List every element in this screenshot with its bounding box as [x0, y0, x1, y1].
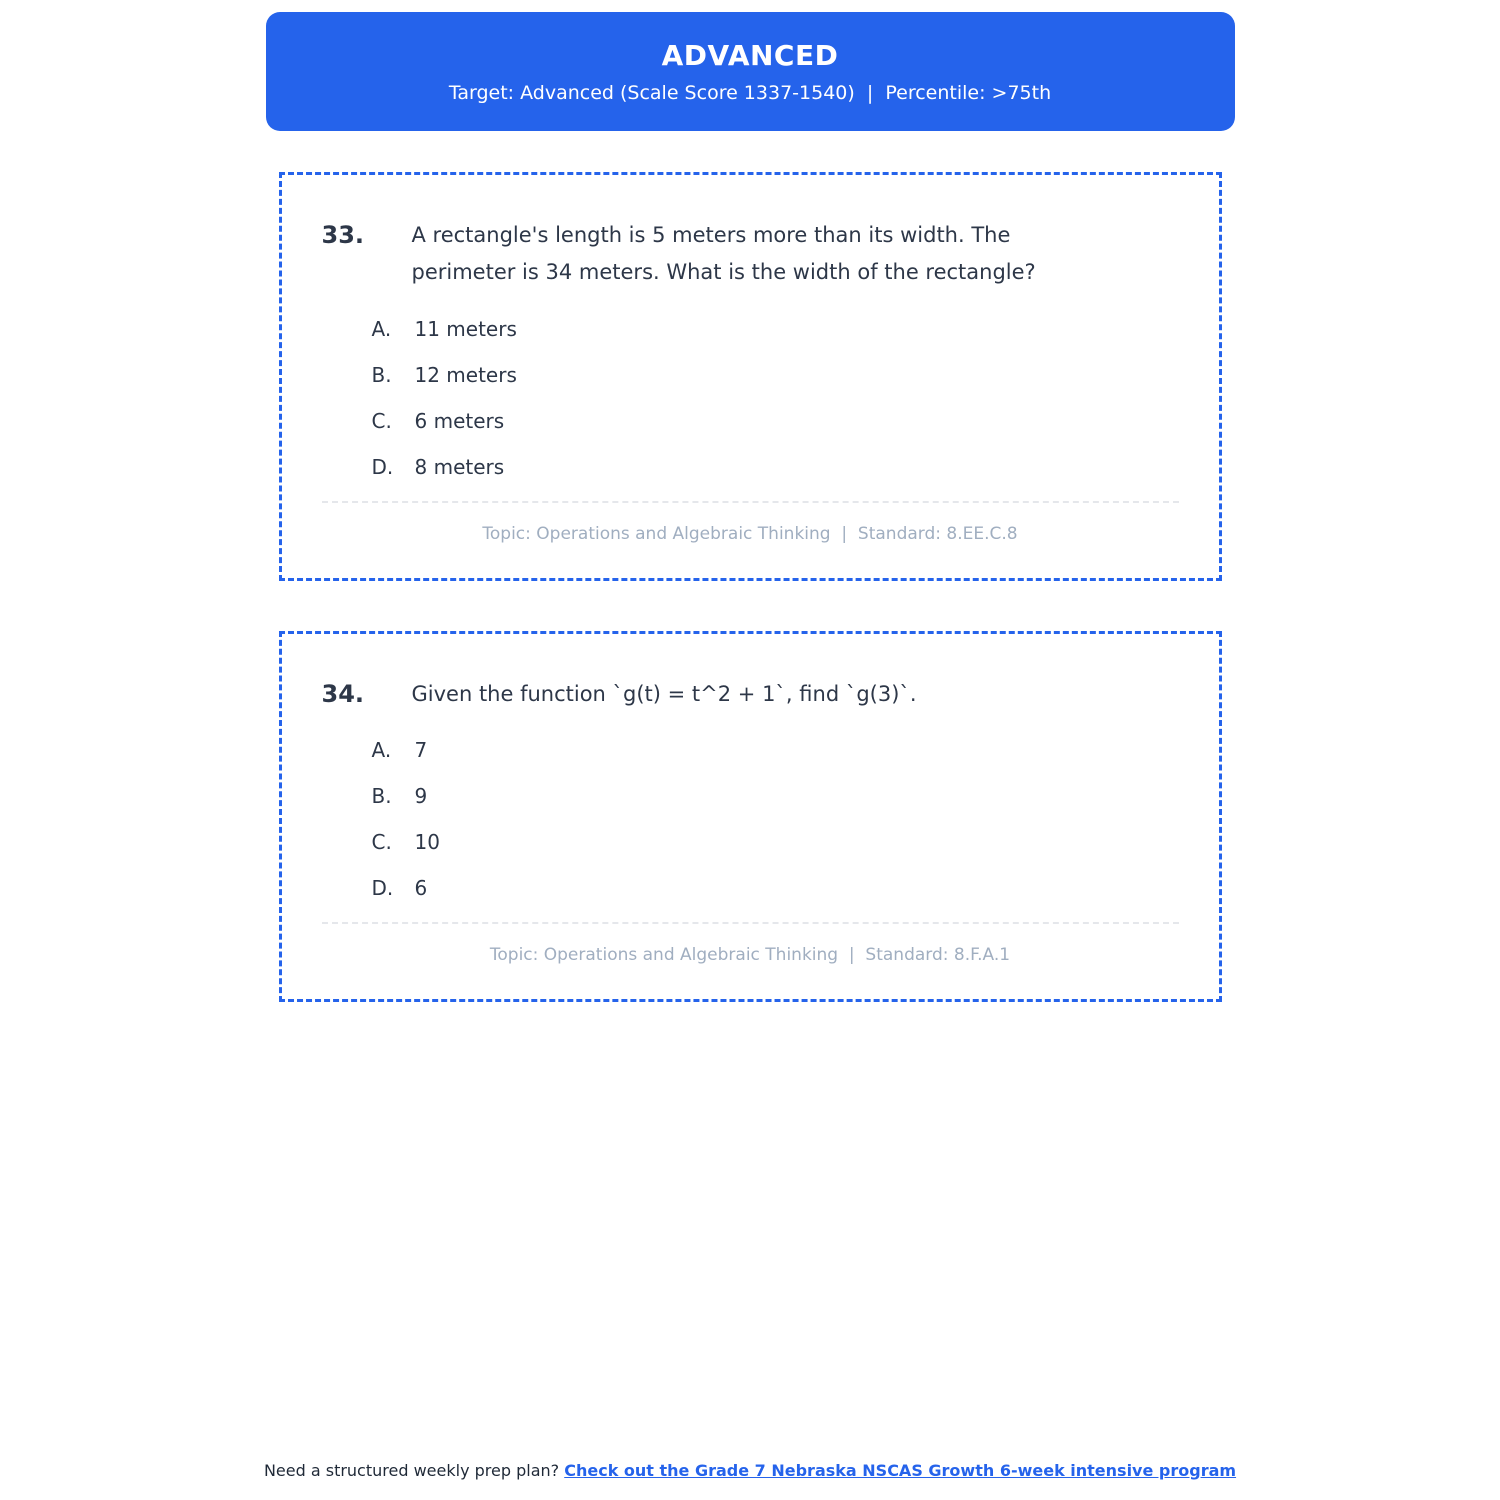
options-list	[372, 738, 1179, 901]
question-text: A rectangle's length is 5 meters more than its width. The perimeter is 34 meters. What is the width of the rectangle?	[411, 223, 1036, 284]
question-row	[322, 217, 1179, 291]
option-text: 8 meters	[414, 454, 505, 479]
option-row-b	[372, 784, 1179, 809]
option-letter: D.	[371, 454, 394, 479]
option-row-c	[372, 409, 1179, 434]
option-letter: B.	[371, 362, 392, 387]
question-number: 33.	[321, 221, 365, 249]
question-meta: Topic: Operations and Algebraic Thinking | Standard: 8.EE.C.8	[482, 523, 1018, 544]
option-text: 11 meters	[414, 316, 517, 341]
option-row-a	[372, 738, 1179, 763]
option-row-d	[372, 455, 1179, 480]
level-banner	[266, 12, 1235, 131]
question-row	[322, 676, 1179, 713]
option-row-b	[372, 363, 1179, 388]
banner-subtitle: Target: Advanced (Scale Score 1337-1540) | Percentile: >75th	[448, 82, 1052, 104]
options-list	[372, 317, 1179, 480]
option-letter: A.	[371, 738, 392, 763]
option-row-c	[372, 830, 1179, 855]
option-text: 6	[414, 876, 428, 901]
option-text: 7	[414, 738, 428, 763]
footer-program-link[interactable]: Check out the Grade 7 Nebraska NSCAS Growth 6-week intensive program	[564, 1461, 1237, 1480]
worksheet-page	[266, 0, 1235, 1002]
option-letter: C.	[371, 830, 392, 855]
footer-text: Need a structured weekly prep plan?	[263, 1461, 565, 1480]
option-letter: A.	[371, 316, 392, 341]
option-text: 9	[414, 784, 428, 809]
question-text: Given the function `g(t) = t^2 + 1`, find `g(3)`.	[411, 681, 917, 706]
question-number: 34.	[321, 679, 365, 708]
option-letter: C.	[371, 408, 392, 433]
option-row-a	[372, 317, 1179, 342]
option-row-d	[372, 876, 1179, 901]
question-card-33	[279, 172, 1222, 581]
option-text: 10	[414, 830, 440, 855]
divider	[322, 922, 1179, 924]
question-card-34	[279, 631, 1222, 1003]
divider	[322, 501, 1179, 503]
option-letter: B.	[371, 784, 392, 809]
question-meta: Topic: Operations and Algebraic Thinking | Standard: 8.F.A.1	[489, 945, 1011, 966]
option-text: 6 meters	[414, 408, 505, 433]
option-letter: D.	[371, 876, 394, 901]
banner-title: ADVANCED	[661, 39, 839, 72]
option-text: 12 meters	[414, 362, 517, 387]
footer	[0, 1461, 1500, 1480]
